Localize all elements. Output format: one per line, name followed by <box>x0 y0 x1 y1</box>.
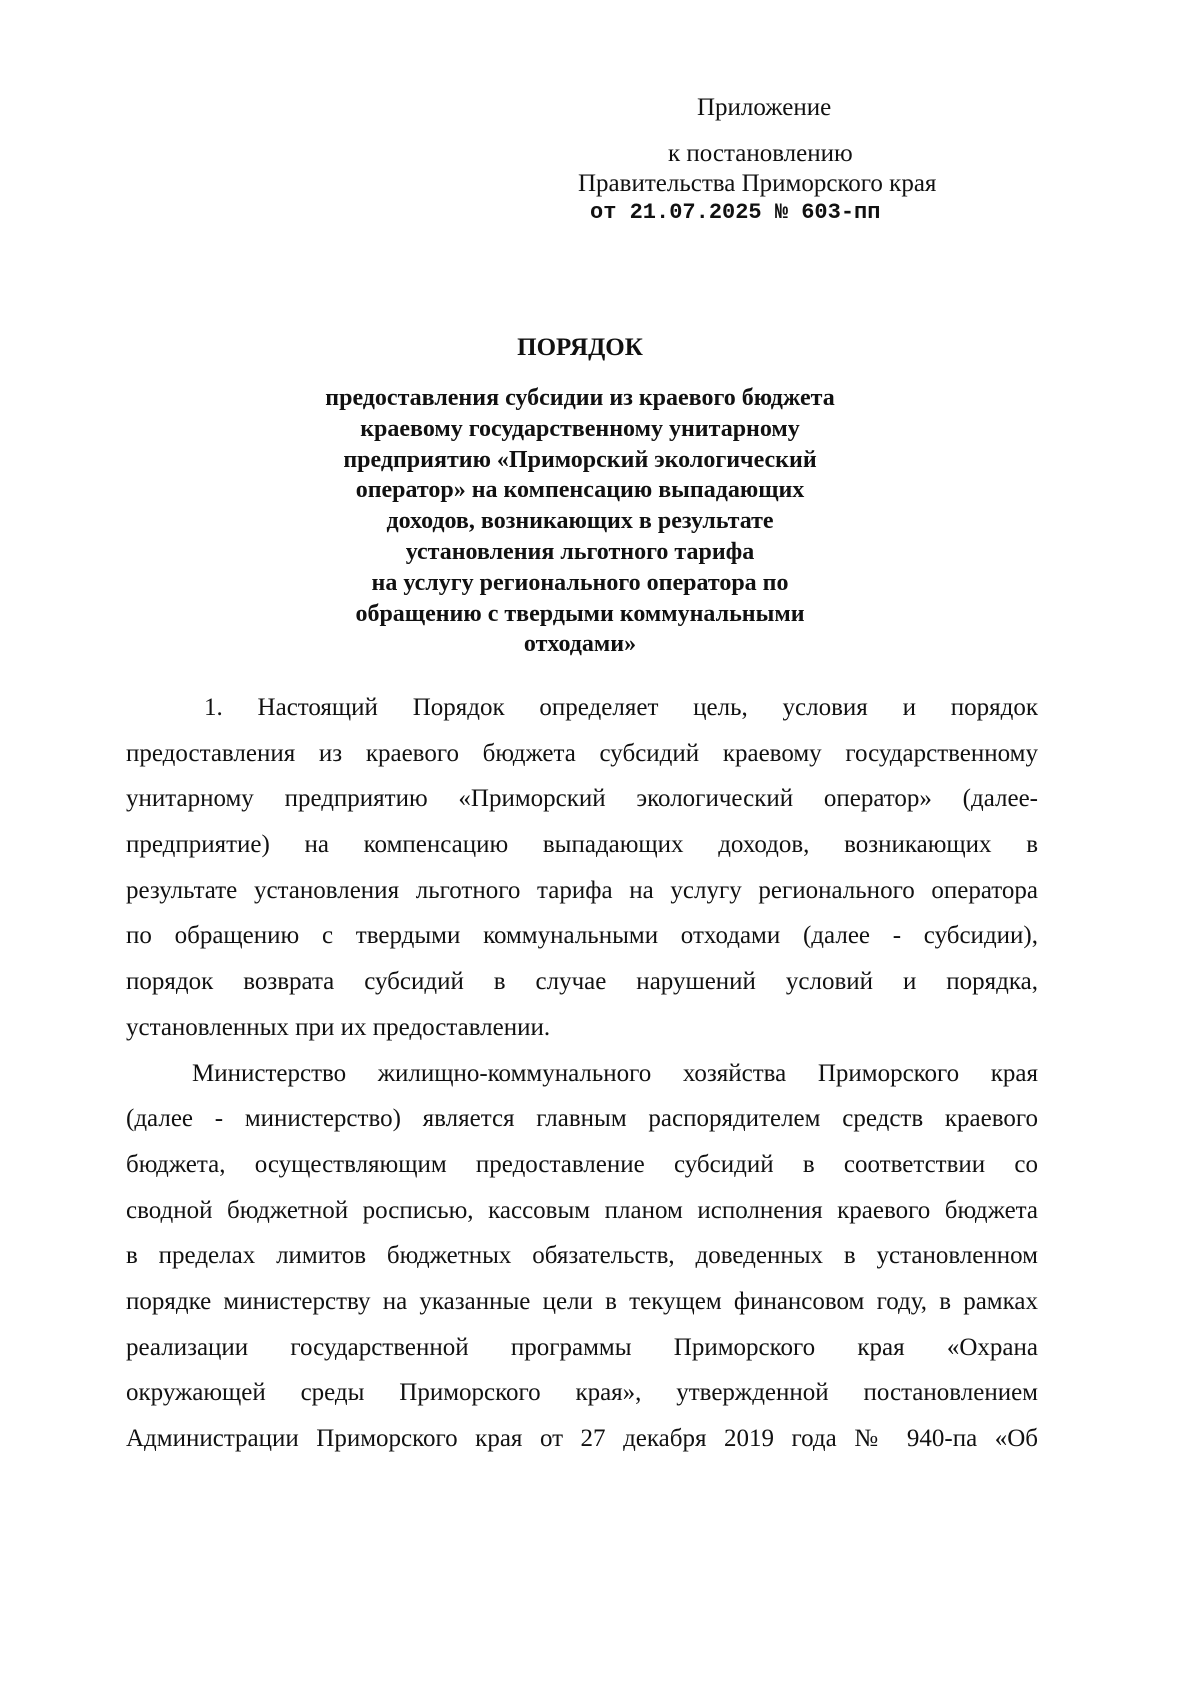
body-line: Министерство жилищно-коммунального хозяйства Приморского края <box>192 1059 1038 1087</box>
body-line: (далее - министерство) является главным распорядителем средств краевого <box>126 1105 1038 1133</box>
subtitle-line: краевому государственному унитарному <box>360 415 800 442</box>
body-line: предоставления из краевого бюджета субсидий краевому государственному <box>126 739 1038 767</box>
government-label: Правительства Приморского края <box>578 170 937 197</box>
subtitle-line: обращению с твердыми коммунальными <box>355 600 805 627</box>
body-line: 1. Настоящий Порядок определяет цель, условия и порядок <box>204 694 1038 721</box>
appendix-label: Приложение <box>697 94 832 121</box>
body-line: унитарному предприятию «Приморский экологический оператор» (далее- <box>126 785 1038 813</box>
body-line: установленных при их предоставлении. <box>126 1013 551 1041</box>
body-line: порядок возврата субсидий в случае нарушений условий и порядка, <box>126 968 1038 996</box>
body-line: порядке министерству на указанные цели в текущем финансовом году, в рамках <box>126 1287 1038 1315</box>
body-line: реализации государственной программы Приморского края «Охрана <box>126 1333 1038 1361</box>
subtitle-line: оператор» на компенсацию выпадающих <box>355 477 805 504</box>
document-body <box>126 685 1038 1462</box>
subtitle-line: отходами» <box>523 631 637 658</box>
subtitle-line: на услугу регионального оператора по <box>371 569 789 596</box>
body-line: сводной бюджетной росписью, кассовым планом исполнения краевого бюджета <box>126 1196 1038 1224</box>
to-resolution-label: к постановлению <box>668 140 853 167</box>
resolution-number: от 21.07.2025 № 603-пп <box>590 200 881 225</box>
subtitle-line: доходов, возникающих в результате <box>386 508 774 535</box>
body-line: предприятие) на компенсацию выпадающих доходов, возникающих в <box>126 831 1038 859</box>
subtitle-line: предприятию «Приморский экологический <box>343 446 817 473</box>
body-line: в пределах лимитов бюджетных обязательств, доведенных в установленном <box>126 1242 1038 1270</box>
subtitle-line: предоставления субсидии из краевого бюджета <box>325 385 835 411</box>
body-line: по обращению с твердыми коммунальными отходами (далее - субсидии), <box>126 922 1038 950</box>
subtitle-line: установления льготного тарифа <box>405 538 755 565</box>
body-line: бюджета, осуществляющим предоставление субсидий в соответствии со <box>126 1150 1038 1178</box>
body-line: окружающей среды Приморского края», утвержденной постановлением <box>126 1379 1038 1407</box>
document-subtitle <box>0 383 1160 660</box>
body-line: Администрации Приморского края от 27 декабря 2019 года № 940-па «Об <box>126 1425 1038 1452</box>
body-line: результате установления льготного тарифа на услугу регионального оператора <box>126 876 1038 904</box>
document-title: ПОРЯДОК <box>517 334 643 361</box>
